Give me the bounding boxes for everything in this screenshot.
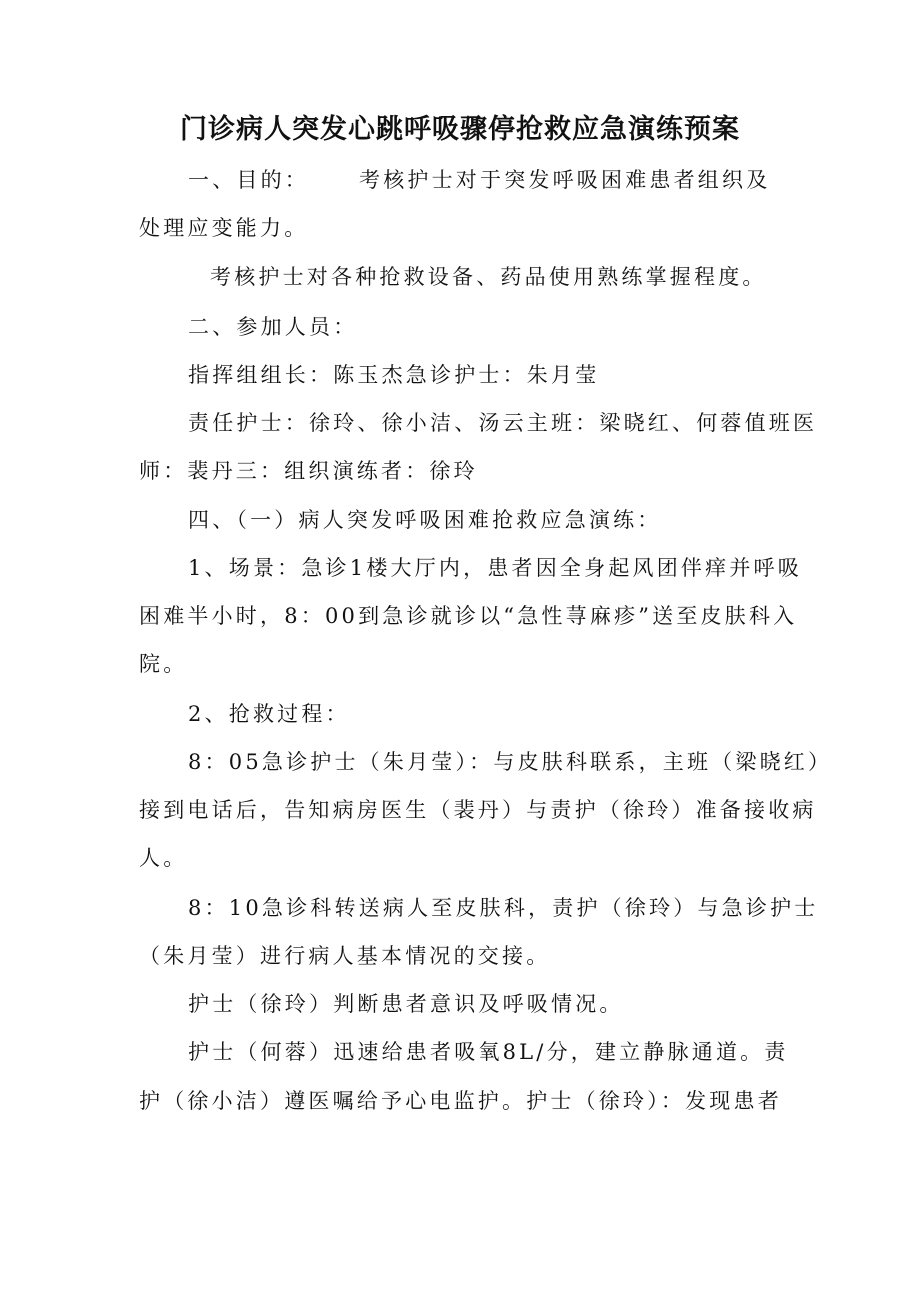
document-title: 门诊病人突发心跳呼吸骤停抢救应急演练预案 (180, 114, 740, 145)
paragraph-line: 护士（徐玲）判断患者意识及呼吸情况。 (188, 992, 624, 1016)
paragraph-line: 8：10急诊科转送病人至皮肤科，责护（徐玲）与急诊护士 (188, 896, 819, 920)
purpose-text: 考核护士对于突发呼吸困难患者组织及 (359, 168, 771, 192)
paragraph-line: 责任护士：徐玲、徐小洁、汤云主班：梁晓红、何蓉值班医 (188, 411, 818, 435)
paragraph-line: 护士（何蓉）迅速给患者吸氧8L/分，建立静脉通道。责 (188, 1040, 789, 1064)
paragraph-line: 处理应变能力。 (139, 216, 309, 240)
paragraph-line: 8：05急诊护士（朱月莹）：与皮肤科联系，主班（梁晓红） (188, 750, 833, 774)
section-heading: 2、抢救过程： (188, 702, 350, 726)
paragraph-line: 1、场景：急诊1楼大厅内，患者因全身起风团伴痒并呼吸 (188, 556, 802, 580)
section-heading: 四、（一）病人突发呼吸困难抢救应急演练： (188, 508, 662, 532)
section-heading: 二、参加人员： (188, 315, 358, 339)
paragraph-line: 护（徐小洁）遵医嘱给予心电监护。护士（徐玲）：发现患者 (139, 1089, 782, 1113)
purpose-line (188, 165, 770, 195)
purpose-label: 一、目的： (188, 168, 309, 192)
paragraph-line: 院。 (139, 652, 188, 676)
paragraph-line: （朱月莹）进行病人基本情况的交接。 (139, 944, 551, 968)
paragraph-line: 指挥组组长：陈玉杰急诊护士：朱月莹 (188, 363, 600, 387)
paragraph-line: 困难半小时，8：00到急诊就诊以“急性荨麻疹”送至皮肤科入 (139, 604, 798, 628)
paragraph-line: 人。 (139, 846, 188, 870)
paragraph-line: 接到电话后，告知病房医生（裴丹）与责护（徐玲）准备接收病 (139, 798, 817, 822)
paragraph-line: 师：裴丹三：组织演练者：徐玲 (139, 459, 478, 483)
paragraph-line: 考核护士对各种抢救设备、药品使用熟练掌握程度。 (210, 265, 767, 289)
